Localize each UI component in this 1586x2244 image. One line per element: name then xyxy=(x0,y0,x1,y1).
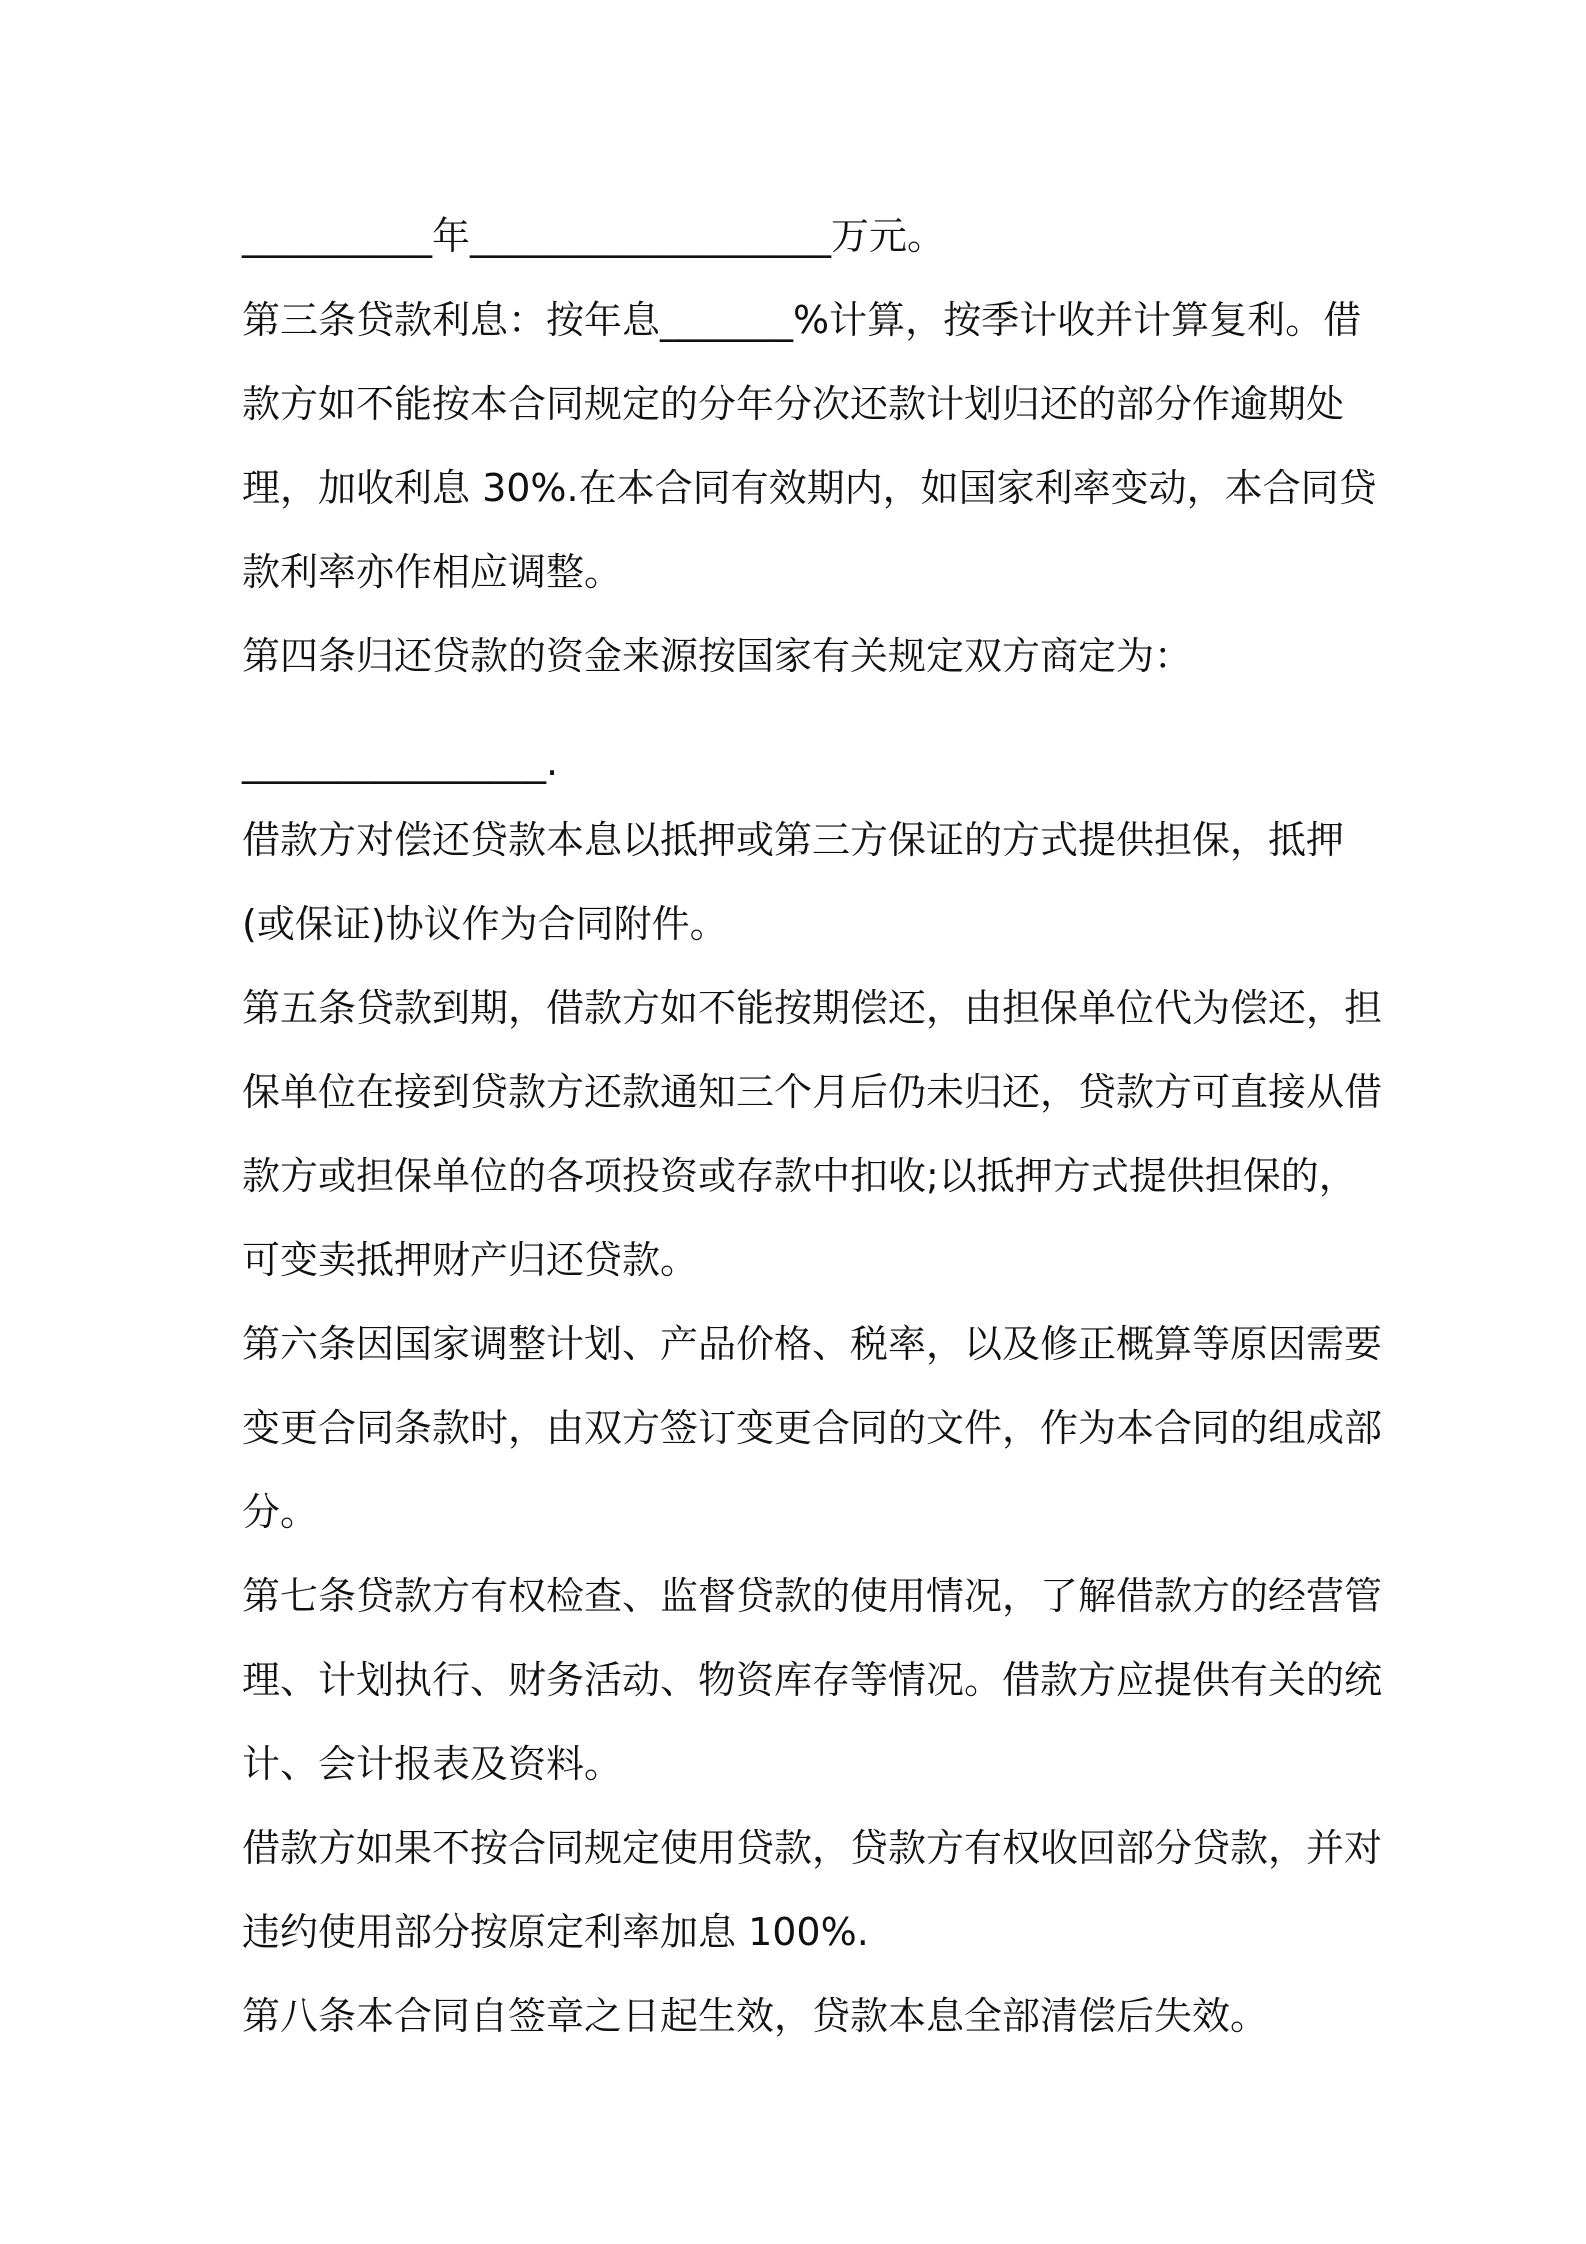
text-line: 借款方对偿还贷款本息以抵押或第三方保证的方式提供担保，抵押 xyxy=(242,818,1345,862)
text-line: 借款方如果不按合同规定使用贷款，贷款方有权收回部分贷款，并对 xyxy=(242,1826,1383,1870)
text-line: 违约使用部分按原定利率加息 100%. xyxy=(242,1910,869,1954)
text-line: 第八条本合同自签章之日起生效，贷款本息全部清偿后失效。 xyxy=(242,1994,1269,2038)
text-line: 分。 xyxy=(242,1490,319,1534)
text-line: 理，加收利息 30%.在本合同有效期内，如国家利率变动，本合同贷 xyxy=(242,466,1377,510)
text-line: 款利率亦作相应调整。 xyxy=(242,550,623,594)
text-line: 款方如不能按本合同规定的分年分次还款计划归还的部分作逾期处 xyxy=(242,382,1345,426)
text-line: __________年___________________万元。 xyxy=(242,214,946,258)
text-line: 第三条贷款利息：按年息_______%计算，按季计收并计算复利。借 xyxy=(242,298,1362,342)
text-line: 理、计划执行、财务活动、物资库存等情况。借款方应提供有关的统 xyxy=(242,1658,1383,1702)
text-line: 第五条贷款到期，借款方如不能按期偿还，由担保单位代为偿还，担 xyxy=(242,986,1383,1030)
text-line: 保单位在接到贷款方还款通知三个月后仍未归还，贷款方可直接从借 xyxy=(242,1070,1383,1114)
text-line: 变更合同条款时，由双方签订变更合同的文件，作为本合同的组成部 xyxy=(242,1406,1383,1450)
text-line: 计、会计报表及资料。 xyxy=(242,1742,623,1786)
document-body xyxy=(242,194,1383,2058)
text-line: 可变卖抵押财产归还贷款。 xyxy=(242,1238,699,1282)
text-line: 第六条因国家调整计划、产品价格、税率，以及修正概算等原因需要 xyxy=(242,1322,1383,1366)
text-line: 款方或担保单位的各项投资或存款中扣收;以抵押方式提供担保的， xyxy=(242,1154,1357,1198)
text-line: ________________. xyxy=(242,740,559,784)
text-line: (或保证)协议作为合同附件。 xyxy=(242,902,728,946)
text-line: 第四条归还贷款的资金来源按国家有关规定双方商定为： xyxy=(242,634,1193,678)
text-line: 第七条贷款方有权检查、监督贷款的使用情况，了解借款方的经营管 xyxy=(242,1574,1383,1618)
